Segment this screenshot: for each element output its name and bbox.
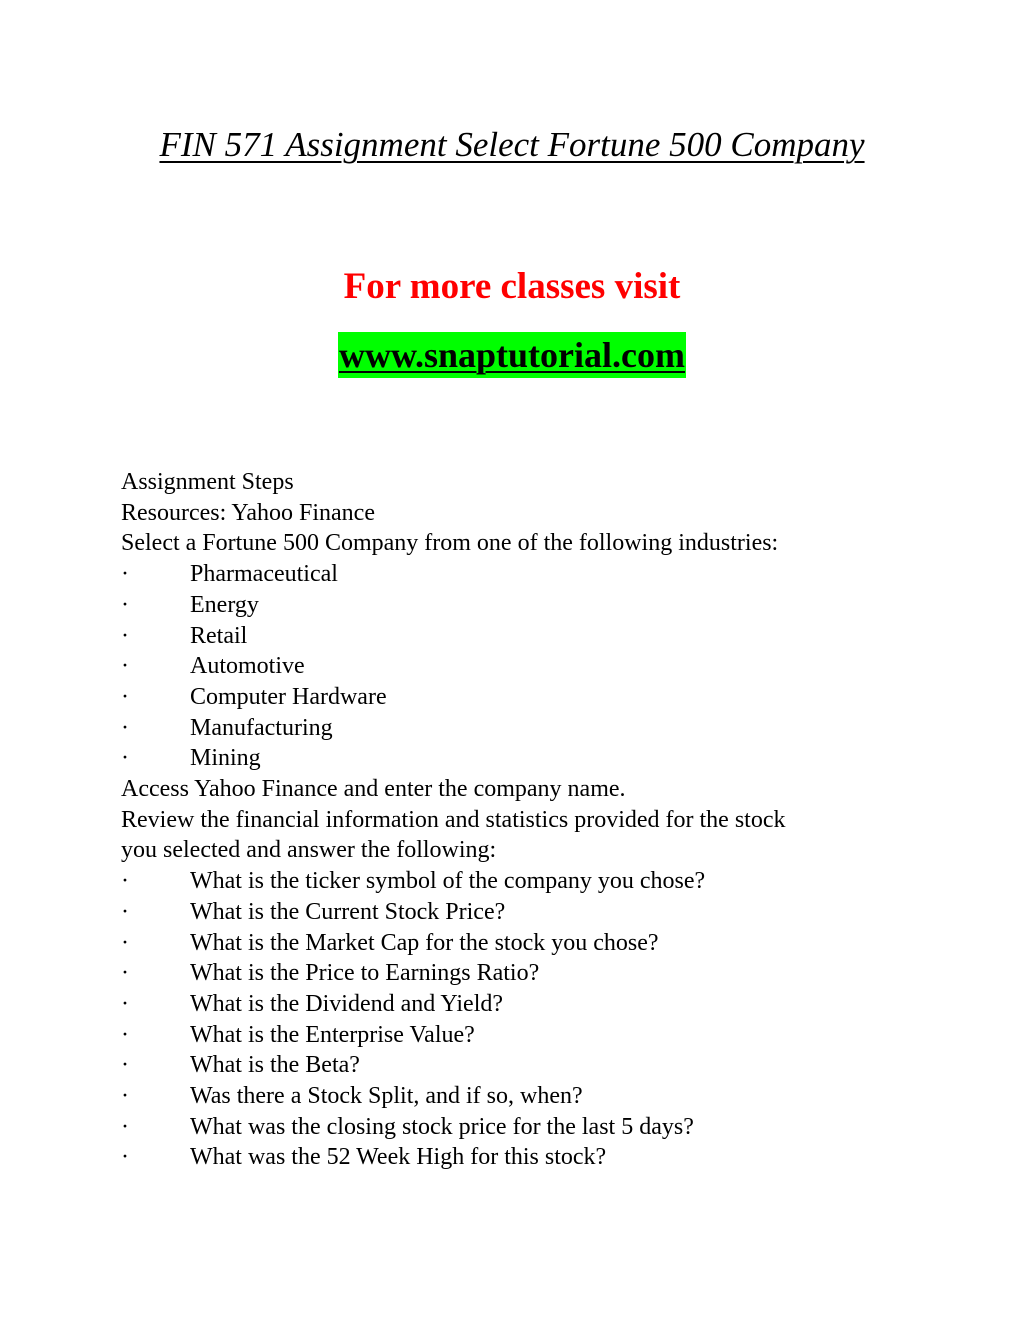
- list-item: [121, 743, 901, 774]
- list-item: [121, 1020, 901, 1051]
- review-instruction-line-2: you selected and answer the following:: [121, 837, 497, 864]
- list-item: [121, 1112, 901, 1143]
- list-item: [121, 928, 901, 959]
- industry-label: Energy: [190, 591, 259, 618]
- industry-label: Pharmaceutical: [190, 561, 338, 588]
- resources-line: Resources: Yahoo Finance: [121, 499, 375, 526]
- list-item: [121, 621, 901, 652]
- select-instruction: Select a Fortune 500 Company from one of the following industries:: [121, 530, 779, 557]
- bullet: ·: [121, 714, 129, 741]
- bullet: ·: [121, 1021, 129, 1048]
- list-item: [121, 866, 901, 897]
- industry-list: [121, 559, 901, 774]
- list-item: [121, 1142, 901, 1173]
- question-text: Was there a Stock Split, and if so, when?: [190, 1083, 583, 1110]
- question-text: What is the Beta?: [190, 1052, 360, 1079]
- bullet: ·: [121, 1083, 129, 1110]
- bullet: ·: [121, 745, 129, 772]
- bullet: ·: [121, 683, 129, 710]
- promo-text: For more classes visit: [343, 266, 681, 307]
- list-item: [121, 1081, 901, 1112]
- industry-label: Mining: [190, 745, 261, 772]
- bullet: ·: [121, 653, 129, 680]
- question-text: What is the Price to Earnings Ratio?: [190, 960, 540, 987]
- bullet: ·: [121, 990, 129, 1017]
- question-list: [121, 866, 901, 1173]
- link-container: [0, 332, 1024, 378]
- bullet: ·: [121, 591, 129, 618]
- question-text: What is the Current Stock Price?: [190, 898, 506, 925]
- list-item: [121, 1050, 901, 1081]
- list-item: [121, 559, 901, 590]
- bullet: ·: [121, 561, 129, 588]
- industry-label: Retail: [190, 622, 248, 649]
- question-text: What is the Dividend and Yield?: [190, 990, 504, 1017]
- question-text: What was the closing stock price for the last 5 days?: [190, 1113, 694, 1140]
- bullet: ·: [121, 868, 129, 895]
- list-item: [121, 713, 901, 744]
- bullet: ·: [121, 622, 129, 649]
- question-text: What is the Market Cap for the stock you chose?: [190, 929, 659, 956]
- industry-label: Manufacturing: [190, 714, 333, 741]
- bullet: ·: [121, 1113, 129, 1140]
- bullet: ·: [121, 960, 129, 987]
- snaptutorial-link[interactable]: www.snaptutorial.com: [338, 332, 686, 378]
- bullet: ·: [121, 898, 129, 925]
- question-text: What is the Enterprise Value?: [190, 1021, 475, 1048]
- question-text: What was the 52 Week High for this stock?: [190, 1144, 607, 1171]
- bullet: ·: [121, 1144, 129, 1171]
- assignment-heading: Assignment Steps: [121, 469, 294, 495]
- bullet: ·: [121, 1052, 129, 1079]
- assignment-body: [121, 467, 901, 1173]
- list-item: [121, 897, 901, 928]
- bullet: ·: [121, 929, 129, 956]
- list-item: [121, 651, 901, 682]
- list-item: [121, 590, 901, 621]
- industry-label: Computer Hardware: [190, 683, 387, 710]
- review-instruction-line-1: Review the financial information and statistics provided for the stock: [121, 806, 786, 833]
- industry-label: Automotive: [190, 653, 305, 680]
- list-item: [121, 958, 901, 989]
- question-text: What is the ticker symbol of the company you chose?: [190, 868, 706, 895]
- list-item: [121, 989, 901, 1020]
- access-instruction: Access Yahoo Finance and enter the company name.: [121, 776, 626, 803]
- document-title: FIN 571 Assignment Select Fortune 500 Company: [159, 125, 865, 164]
- list-item: [121, 682, 901, 713]
